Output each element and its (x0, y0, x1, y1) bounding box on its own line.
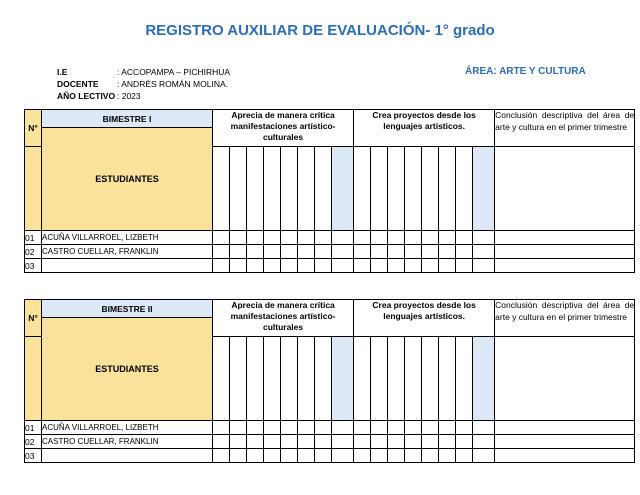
bimestre-label: BIMESTRE II (42, 300, 213, 318)
conclusion-cell[interactable] (495, 337, 635, 421)
grade-cell[interactable] (473, 421, 495, 435)
grade-cell[interactable] (456, 231, 473, 245)
conclusion-cell[interactable] (495, 421, 635, 435)
grade-cell[interactable] (371, 435, 388, 449)
grade-cell[interactable] (315, 435, 332, 449)
grade-cell[interactable] (456, 245, 473, 259)
grade-cell[interactable] (264, 449, 281, 463)
grade-cell[interactable] (247, 231, 264, 245)
criteria-cell[interactable] (422, 147, 439, 231)
criteria-cell[interactable] (213, 337, 230, 421)
grade-cell[interactable] (422, 435, 439, 449)
criteria-cell[interactable] (281, 337, 298, 421)
grade-cell[interactable] (456, 421, 473, 435)
grade-cell[interactable] (371, 421, 388, 435)
competencia-crea: Crea proyectos desde los lenguajes artísticos. (354, 300, 495, 337)
conclusion-cell[interactable] (495, 245, 635, 259)
grade-cell[interactable] (354, 421, 371, 435)
grade-cell[interactable] (281, 449, 298, 463)
page-title: REGISTRO AUXILIAR DE EVALUACIÓN- 1° grado (145, 22, 495, 39)
grade-cell[interactable] (371, 245, 388, 259)
table-row (25, 421, 635, 435)
grade-cell[interactable] (213, 245, 230, 259)
num-header-fill (25, 147, 42, 231)
info-value: : ACCOPAMPA – PICHIRHUA (117, 67, 231, 77)
grade-cell[interactable] (388, 449, 405, 463)
grade-cell[interactable] (422, 231, 439, 245)
students-header: ESTUDIANTES (42, 128, 213, 231)
grade-cell[interactable] (247, 449, 264, 463)
grade-cell[interactable] (230, 449, 247, 463)
grade-cell[interactable] (371, 259, 388, 273)
grade-cell[interactable] (405, 435, 422, 449)
criteria-summary-cell[interactable] (332, 337, 354, 421)
criteria-summary-cell[interactable] (332, 147, 354, 231)
grade-cell[interactable] (405, 245, 422, 259)
grade-cell[interactable] (264, 435, 281, 449)
grade-cell[interactable] (298, 421, 315, 435)
conclusion-cell[interactable] (495, 147, 635, 231)
grade-cell[interactable] (439, 231, 456, 245)
criteria-cell[interactable] (371, 147, 388, 231)
grade-cell[interactable] (281, 421, 298, 435)
criteria-cell[interactable] (405, 337, 422, 421)
student-name: ACUÑA VILLARROEL, LIZBETH (42, 231, 213, 245)
grade-cell[interactable] (213, 435, 230, 449)
grade-cell[interactable] (354, 231, 371, 245)
grade-cell[interactable] (422, 421, 439, 435)
grade-cell[interactable] (332, 231, 354, 245)
grade-cell[interactable] (473, 231, 495, 245)
criteria-summary-cell[interactable] (473, 147, 495, 231)
grade-cell[interactable] (247, 245, 264, 259)
grade-cell[interactable] (473, 259, 495, 273)
criteria-cell[interactable] (388, 337, 405, 421)
conclusion-header: Conclusión descriptiva del área de arte y cultura en el primer trimestre (495, 300, 635, 337)
criteria-cell[interactable] (456, 147, 473, 231)
evaluation-table-1 (24, 109, 635, 273)
grade-cell[interactable] (230, 245, 247, 259)
table-row (25, 259, 635, 273)
area-label (465, 66, 586, 77)
conclusion-cell[interactable] (495, 449, 635, 463)
evaluation-table-2 (24, 299, 635, 463)
row-number: 02 (25, 245, 42, 259)
grade-cell[interactable] (230, 259, 247, 273)
student-name: CASTRO CUELLAR, FRANKLIN (42, 245, 213, 259)
grade-cell[interactable] (281, 435, 298, 449)
criteria-cell[interactable] (230, 147, 247, 231)
students-header: ESTUDIANTES (42, 318, 213, 421)
grade-cell[interactable] (405, 259, 422, 273)
grade-cell[interactable] (213, 231, 230, 245)
grade-cell[interactable] (332, 449, 354, 463)
grade-cell[interactable] (264, 421, 281, 435)
grade-cell[interactable] (315, 245, 332, 259)
table-row (25, 449, 635, 463)
grade-cell[interactable] (388, 259, 405, 273)
grade-cell[interactable] (332, 245, 354, 259)
criteria-cell[interactable] (264, 337, 281, 421)
grade-cell[interactable] (298, 435, 315, 449)
num-header-fill (25, 337, 42, 421)
grade-cell[interactable] (456, 449, 473, 463)
criteria-cell[interactable] (213, 147, 230, 231)
criteria-cell[interactable] (230, 337, 247, 421)
grade-cell[interactable] (422, 449, 439, 463)
header-info (57, 66, 230, 102)
grade-cell[interactable] (405, 421, 422, 435)
criteria-cell[interactable] (371, 337, 388, 421)
criteria-cell[interactable] (422, 337, 439, 421)
grade-cell[interactable] (247, 435, 264, 449)
student-name (42, 259, 213, 273)
grade-cell[interactable] (213, 259, 230, 273)
criteria-cell[interactable] (315, 147, 332, 231)
grade-cell[interactable] (332, 421, 354, 435)
conclusion-cell[interactable] (495, 259, 635, 273)
grade-cell[interactable] (315, 231, 332, 245)
grade-cell[interactable] (315, 449, 332, 463)
grade-cell[interactable] (439, 435, 456, 449)
grade-cell[interactable] (281, 231, 298, 245)
grade-cell[interactable] (456, 435, 473, 449)
grade-cell[interactable] (439, 421, 456, 435)
info-label: DOCENTE (57, 79, 99, 89)
table-row (25, 435, 635, 449)
area-value: : ARTE Y CULTURA (493, 66, 586, 77)
criteria-cell[interactable] (405, 147, 422, 231)
competencia-crea: Crea proyectos desde los lenguajes artísticos. (354, 110, 495, 147)
criteria-cell[interactable] (388, 147, 405, 231)
info-value: : ANDRÉS ROMÁN MOLINA. (117, 79, 228, 89)
grade-cell[interactable] (281, 259, 298, 273)
grade-cell[interactable] (422, 259, 439, 273)
grade-cell[interactable] (473, 435, 495, 449)
grade-cell[interactable] (315, 421, 332, 435)
competencia-aprecia: Aprecia de manera crítica manifestaciones artístico-culturales (213, 110, 354, 147)
criteria-cell[interactable] (354, 337, 371, 421)
criteria-cell[interactable] (456, 337, 473, 421)
grade-cell[interactable] (371, 231, 388, 245)
area-label-text: ÁREA (465, 66, 494, 77)
criteria-cell[interactable] (264, 147, 281, 231)
grade-cell[interactable] (354, 435, 371, 449)
grade-cell[interactable] (332, 259, 354, 273)
criteria-cell[interactable] (354, 147, 371, 231)
num-header: N° (25, 300, 42, 337)
grade-cell[interactable] (388, 231, 405, 245)
grade-cell[interactable] (439, 449, 456, 463)
grade-cell[interactable] (230, 231, 247, 245)
grade-cell[interactable] (456, 259, 473, 273)
info-label: I.E (57, 67, 68, 77)
competencia-aprecia: Aprecia de manera crítica manifestaciones artístico-culturales (213, 300, 354, 337)
criteria-cell[interactable] (439, 147, 456, 231)
row-number: 03 (25, 449, 42, 463)
info-row-ie (57, 66, 230, 78)
student-name (42, 449, 213, 463)
table-row (25, 231, 635, 245)
grade-cell[interactable] (230, 421, 247, 435)
grade-cell[interactable] (473, 245, 495, 259)
grade-cell[interactable] (354, 259, 371, 273)
grade-cell[interactable] (264, 259, 281, 273)
criteria-cell[interactable] (439, 337, 456, 421)
grade-cell[interactable] (388, 421, 405, 435)
student-name: CASTRO CUELLAR, FRANKLIN (42, 435, 213, 449)
criteria-cell[interactable] (247, 337, 264, 421)
grade-cell[interactable] (405, 231, 422, 245)
grade-cell[interactable] (264, 245, 281, 259)
conclusion-cell[interactable] (495, 435, 635, 449)
grade-cell[interactable] (247, 421, 264, 435)
conclusion-header: Conclusión descriptiva del área de arte y cultura en el primer trimestre (495, 110, 635, 147)
student-name: ACUÑA VILLARROEL, LIZBETH (42, 421, 213, 435)
criteria-cell[interactable] (298, 147, 315, 231)
row-number: 01 (25, 421, 42, 435)
info-row-docente (57, 78, 230, 90)
grade-cell[interactable] (315, 259, 332, 273)
criteria-summary-cell[interactable] (473, 337, 495, 421)
bimestre-label: BIMESTRE I (42, 110, 213, 128)
grade-cell[interactable] (298, 259, 315, 273)
row-number: 03 (25, 259, 42, 273)
grade-cell[interactable] (281, 245, 298, 259)
grade-cell[interactable] (332, 435, 354, 449)
criteria-cell[interactable] (315, 337, 332, 421)
grade-cell[interactable] (439, 259, 456, 273)
grade-cell[interactable] (439, 245, 456, 259)
grade-cell[interactable] (371, 449, 388, 463)
conclusion-cell[interactable] (495, 231, 635, 245)
criteria-cell[interactable] (247, 147, 264, 231)
num-header: N° (25, 110, 42, 147)
grade-cell[interactable] (213, 421, 230, 435)
grade-cell[interactable] (405, 449, 422, 463)
grade-cell[interactable] (473, 449, 495, 463)
criteria-cell[interactable] (298, 337, 315, 421)
grade-cell[interactable] (298, 449, 315, 463)
grade-cell[interactable] (422, 245, 439, 259)
grade-cell[interactable] (354, 245, 371, 259)
grade-cell[interactable] (388, 245, 405, 259)
info-label: AÑO LECTIVO (57, 91, 116, 101)
table-row (25, 245, 635, 259)
grade-cell[interactable] (230, 435, 247, 449)
row-number: 02 (25, 435, 42, 449)
info-value: : 2023 (117, 91, 141, 101)
info-row-anio (57, 90, 230, 102)
grade-cell[interactable] (388, 435, 405, 449)
criteria-cell[interactable] (281, 147, 298, 231)
row-number: 01 (25, 231, 42, 245)
grade-cell[interactable] (298, 245, 315, 259)
grade-cell[interactable] (298, 231, 315, 245)
grade-cell[interactable] (247, 259, 264, 273)
grade-cell[interactable] (213, 449, 230, 463)
grade-cell[interactable] (264, 231, 281, 245)
grade-cell[interactable] (354, 449, 371, 463)
